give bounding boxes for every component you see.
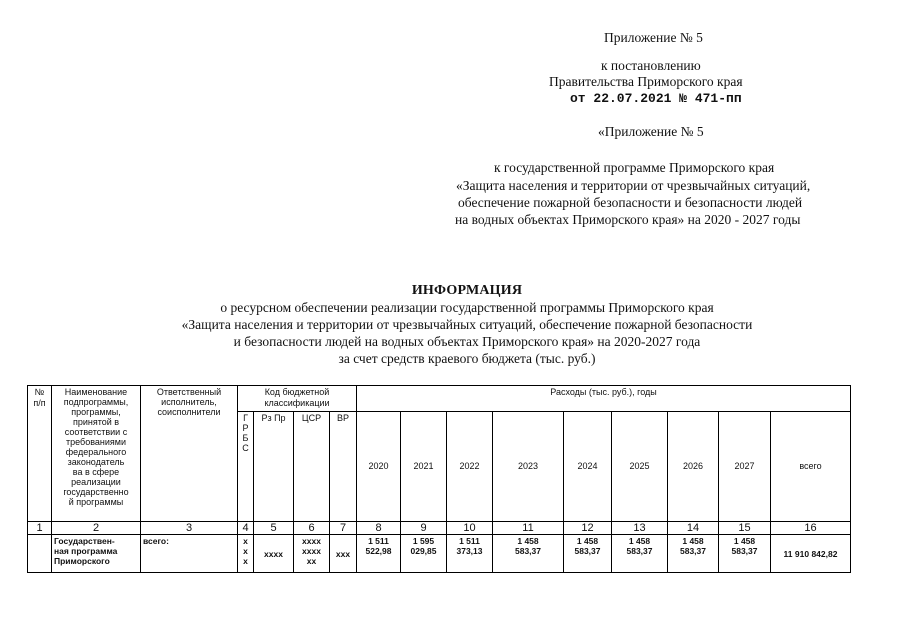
value-line: 583,37: [574, 546, 601, 556]
csr-value: хх: [306, 556, 317, 566]
value-line: 1 458: [517, 536, 539, 546]
header-rzpr: Рз Пр: [254, 412, 294, 522]
value-line: 1 458: [682, 536, 704, 546]
row-program-name: [52, 535, 141, 573]
name-line: реализации: [71, 477, 121, 487]
value-line: 522,98: [365, 546, 392, 556]
header-responsible: [141, 386, 238, 522]
grbs-value: х: [243, 536, 248, 546]
name-line: принятой в: [72, 417, 120, 427]
column-number-row: [28, 522, 851, 535]
value-line: 1 458: [733, 536, 756, 546]
column-number: 3: [141, 522, 238, 535]
name-line: й программы: [68, 497, 124, 507]
value-line: 373,13: [456, 546, 483, 556]
row-number: [28, 535, 52, 573]
resp-line: Ответственный: [156, 387, 222, 397]
appendix-line-9: на водных объектах Приморского края» на 2020 - 2027 годы: [455, 212, 801, 227]
name-line: Наименование: [64, 387, 128, 397]
grbs-letter: С: [242, 443, 249, 453]
title-line-2: «Защита населения и территории от чрезвычайных ситуаций, обеспечение пожарной безопасности: [181, 317, 753, 332]
grbs-letter: Р: [242, 423, 249, 433]
value-line: 1 511: [459, 536, 480, 546]
row-name-line: ная программа: [54, 546, 118, 556]
value-line: 583,37: [680, 546, 706, 556]
column-number: 6: [294, 522, 330, 535]
header-year-2024: 2024: [564, 412, 612, 522]
column-number: 5: [254, 522, 294, 535]
name-line: ва в сфере: [72, 467, 120, 477]
name-line: программы,: [71, 407, 121, 417]
header-year-2026: 2026: [668, 412, 719, 522]
appendix-line-2: к постановлению: [601, 58, 701, 73]
value-line: 1 458: [576, 536, 599, 546]
row-rzpr: хххх: [254, 535, 294, 573]
csr-value: хххх: [302, 546, 321, 556]
name-line: подпрограммы,: [63, 397, 129, 407]
column-number: 10: [447, 522, 493, 535]
appendix-line-7: «Защита населения и территории от чрезвычайных ситуаций,: [456, 178, 811, 193]
column-number: 9: [401, 522, 447, 535]
title-line-1: о ресурсном обеспечении реализации государственной программы Приморского края: [220, 300, 714, 315]
grbs-letter: Б: [242, 433, 249, 443]
header-year-2020: 2020: [357, 412, 401, 522]
value-line: 1 595: [412, 536, 435, 546]
row-value-2020: [357, 535, 401, 573]
name-line: требованиями: [66, 437, 126, 447]
row-responsible: всего:: [141, 535, 238, 573]
header-year-2027: 2027: [719, 412, 771, 522]
header-year-2022: 2022: [447, 412, 493, 522]
column-number: 7: [330, 522, 357, 535]
header-vr: ВР: [330, 412, 357, 522]
name-line: федерального: [65, 447, 127, 457]
column-number: 1: [28, 522, 52, 535]
appendix-line-5: «Приложение № 5: [598, 124, 704, 139]
column-number: 8: [357, 522, 401, 535]
header-year-2025: 2025: [612, 412, 668, 522]
resp-line: исполнитель,: [161, 397, 217, 407]
value-line: 029,85: [410, 546, 437, 556]
header-number: № п/п: [28, 386, 52, 522]
column-number: 14: [668, 522, 719, 535]
row-csr: [294, 535, 330, 573]
column-number: 12: [564, 522, 612, 535]
header-expenses: Расходы (тыс. руб.), годы: [357, 386, 851, 412]
table-header-row-1: [28, 386, 851, 412]
csr-value: хххх: [302, 536, 321, 546]
header-year-2021: 2021: [401, 412, 447, 522]
row-vr: ххх: [330, 535, 357, 573]
header-csr: ЦСР: [294, 412, 330, 522]
column-number: 13: [612, 522, 668, 535]
column-number: 2: [52, 522, 141, 535]
row-value-2021: [401, 535, 447, 573]
row-value-2025: [612, 535, 668, 573]
row-grbs: [238, 535, 254, 573]
name-line: соответствии с: [64, 427, 128, 437]
row-value-2026: [668, 535, 719, 573]
header-budget-code: Код бюджетной классификации: [238, 386, 357, 412]
document-title: ИНФОРМАЦИЯ: [411, 283, 523, 298]
grbs-value: х: [243, 556, 248, 566]
row-name-line: Государствен-: [54, 536, 115, 546]
row-value-2024: [564, 535, 612, 573]
appendix-line-3: Правительства Приморского края: [549, 74, 743, 89]
name-line: государственно: [63, 487, 129, 497]
title-line-3: и безопасности людей на водных объектах Приморского края» на 2020-2027 года: [233, 334, 701, 349]
grbs-value: х: [243, 546, 248, 556]
header-year-2023: 2023: [493, 412, 564, 522]
row-name-line: Приморского: [54, 556, 110, 566]
appendix-line-1: Приложение № 5: [604, 30, 703, 45]
grbs-letter: Г: [243, 413, 248, 423]
resp-line: соисполнители: [157, 407, 221, 417]
decree-number: от 22.07.2021 № 471-пп: [570, 91, 742, 106]
row-value-2027: [719, 535, 771, 573]
name-line: законодатель: [67, 457, 125, 467]
value-line: 583,37: [731, 546, 758, 556]
header-program-name: [52, 386, 141, 522]
resource-table: [27, 385, 851, 573]
value-line: 1 458: [628, 536, 651, 546]
appendix-line-8: обеспечение пожарной безопасности и безопасности людей: [458, 195, 803, 210]
table-row: [28, 535, 851, 573]
row-value-2023: [493, 535, 564, 573]
column-number: 4: [238, 522, 254, 535]
column-number: 15: [719, 522, 771, 535]
column-number: 16: [771, 522, 851, 535]
header-total: всего: [771, 412, 851, 522]
row-value-total: 11 910 842,82: [771, 535, 851, 573]
value-line: 1 511: [368, 536, 389, 546]
appendix-line-6: к государственной программе Приморского края: [494, 160, 775, 175]
row-value-2022: [447, 535, 493, 573]
title-line-4: за счет средств краевого бюджета (тыс. руб.): [338, 351, 596, 366]
column-number: 11: [493, 522, 564, 535]
value-line: 583,37: [626, 546, 653, 556]
value-line: 583,37: [515, 546, 541, 556]
header-grbs: [238, 412, 254, 522]
